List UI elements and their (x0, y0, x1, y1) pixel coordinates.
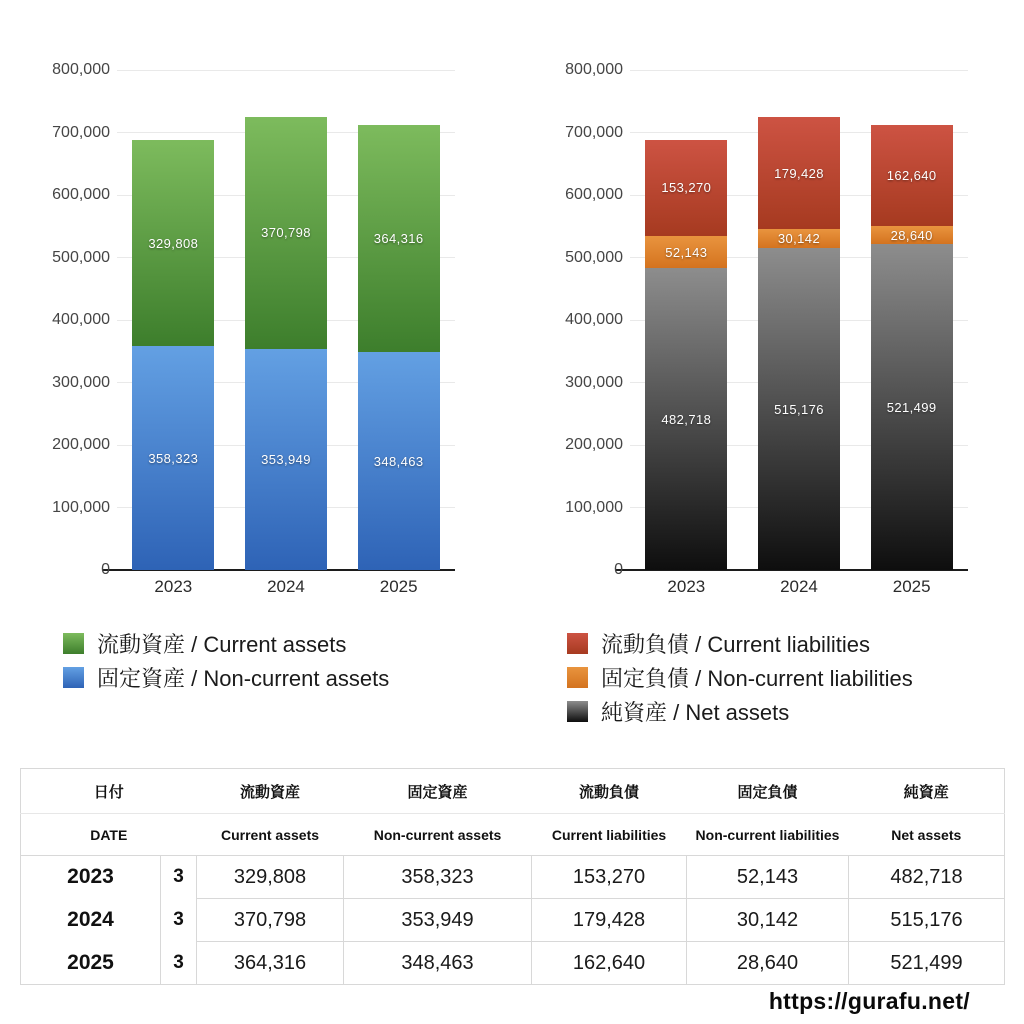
bar-segment (132, 346, 214, 570)
table-header (21, 769, 1005, 856)
chart-legend (63, 628, 389, 696)
header-cell-jp: 固定負債 (687, 769, 849, 814)
header-cell-jp: 固定資産 (344, 769, 532, 814)
legend-item (567, 662, 913, 693)
cell-value: 521,499 (849, 942, 1005, 985)
cell-year: 2024 (67, 908, 114, 931)
liabilities-net-assets-stacked-bar-chart (533, 60, 1023, 740)
cell-value: 515,176 (849, 899, 1005, 942)
bar-value-label: 30,142 (777, 231, 821, 247)
bar-value-label: 162,640 (886, 167, 937, 183)
cell-value: 348,463 (344, 942, 532, 985)
y-axis-tick-label: 400,000 (565, 311, 623, 328)
header-cell-jp: 流動負債 (532, 769, 687, 814)
y-axis-tick-label: 500,000 (52, 248, 110, 266)
y-axis-tick-label: 0 (101, 561, 110, 578)
assets-stacked-bar-chart (20, 60, 510, 740)
table-row (21, 856, 1005, 899)
x-axis-category-label: 2024 (780, 577, 818, 596)
header-cell-en: Net assets (849, 814, 1005, 856)
legend-swatch-icon (567, 667, 588, 688)
x-axis-category-label: 2023 (154, 577, 193, 596)
y-axis-tick-label: 600,000 (565, 186, 623, 203)
header-cell-date-jp: 日付 (21, 769, 197, 814)
bar-value-label: 52,143 (665, 244, 708, 260)
cell-value: 329,808 (197, 856, 344, 899)
cell-value: 482,718 (849, 856, 1005, 899)
bar-value-label: 364,316 (373, 230, 424, 246)
bar-segment (645, 236, 727, 269)
legend-swatch-icon (567, 633, 588, 654)
bar-value-label: 370,798 (261, 225, 311, 241)
header-cell-jp: 流動資産 (197, 769, 344, 814)
legend-label: 流動資産 / Current assets (97, 632, 347, 657)
header-cell-jp: 純資産 (849, 769, 1005, 814)
bar-value-label: 28,640 (890, 227, 933, 243)
header-cell-en: Current liabilities (532, 814, 687, 856)
x-axis-category-label: 2023 (667, 577, 706, 596)
y-axis-tick-label: 300,000 (52, 373, 110, 391)
bar-segment (358, 352, 440, 570)
chart-legend (567, 628, 913, 730)
table-row (21, 942, 1005, 985)
bar-value-label: 358,323 (148, 450, 199, 466)
cell-month: 3 (161, 899, 197, 942)
bar-segment (871, 244, 953, 570)
bar-segment (132, 140, 214, 346)
y-axis-tick-label: 200,000 (565, 436, 623, 453)
gridline (630, 70, 968, 71)
legend-item (63, 662, 389, 693)
cell-value: 28,640 (687, 942, 849, 985)
header-cell-date-en: DATE (21, 814, 197, 856)
bar-segment (245, 349, 327, 570)
y-axis-tick-label: 400,000 (52, 311, 110, 328)
bar-value-label: 353,949 (261, 451, 311, 467)
x-axis-category-label: 2024 (267, 577, 305, 596)
plot-area (630, 70, 968, 596)
x-axis-category-label: 2025 (379, 577, 418, 596)
header-cell-en: Non-current liabilities (687, 814, 849, 856)
bar-segment (645, 140, 727, 236)
y-axis-tick-label: 200,000 (52, 436, 110, 453)
cell-value: 153,270 (532, 856, 687, 899)
cell-value: 353,949 (344, 899, 532, 942)
y-axis-tick-label: 800,000 (52, 61, 110, 78)
cell-value: 364,316 (197, 942, 344, 985)
bar-segment (645, 268, 727, 570)
y-axis-tick-label: 100,000 (52, 498, 110, 516)
y-axis-tick-label: 500,000 (565, 248, 623, 266)
bar-segment (871, 125, 953, 227)
cell-value: 370,798 (197, 899, 344, 942)
bar-segment (758, 229, 840, 248)
y-axis-tick-label: 700,000 (565, 123, 623, 141)
header-cell-en: Current assets (197, 814, 344, 856)
bar-segment (358, 125, 440, 353)
gridline (117, 70, 455, 71)
y-axis-tick-label: 600,000 (52, 186, 110, 203)
bar-value-label: 179,428 (774, 165, 824, 181)
legend-swatch-icon (63, 633, 84, 654)
legend-label: 固定資産 / Non-current assets (97, 666, 390, 691)
table-body (21, 856, 1005, 985)
table-header-row-en (21, 814, 1005, 856)
cell-value: 30,142 (687, 899, 849, 942)
table-header-row-jp (21, 769, 1005, 814)
bar-value-label: 153,270 (661, 180, 712, 196)
site-url-watermark: https://gurafu.net/ (768, 988, 970, 1014)
y-axis-tick-label: 800,000 (565, 61, 623, 78)
cell-value: 52,143 (687, 856, 849, 899)
bar-segment (245, 117, 327, 349)
bar-value-label: 482,718 (661, 411, 712, 427)
bar-value-label: 521,499 (886, 399, 937, 415)
legend-swatch-icon (567, 701, 588, 722)
legend-label: 流動負債 / Current liabilities (601, 632, 870, 657)
cell-month: 3 (161, 942, 197, 985)
bar-value-label: 515,176 (774, 401, 824, 417)
legend-item (567, 628, 913, 659)
legend-label: 純資産 / Net assets (601, 700, 790, 725)
y-axis-tick-label: 700,000 (52, 123, 110, 141)
y-axis-tick-label: 0 (614, 561, 623, 578)
cell-month: 3 (161, 856, 197, 899)
bar-segment (871, 226, 953, 244)
cell-value: 162,640 (532, 942, 687, 985)
y-axis-tick-label: 300,000 (565, 373, 623, 391)
bar-value-label: 348,463 (373, 453, 424, 469)
y-axis-tick-label: 100,000 (565, 498, 623, 516)
legend-label: 固定負債 / Non-current liabilities (601, 666, 913, 691)
cell-year: 2023 (67, 865, 114, 889)
x-axis-category-label: 2025 (892, 577, 931, 596)
legend-swatch-icon (63, 667, 84, 688)
cell-year: 2025 (67, 950, 114, 974)
bar-value-label: 329,808 (148, 235, 199, 251)
table-row (21, 899, 1005, 942)
plot-area (117, 70, 455, 596)
cell-value: 179,428 (532, 899, 687, 942)
legend-item (63, 628, 389, 659)
bar-segment (758, 248, 840, 570)
bar-segment (758, 117, 840, 229)
header-cell-en: Non-current assets (344, 814, 532, 856)
cell-value: 358,323 (344, 856, 532, 899)
financial-data-table (20, 768, 1005, 985)
legend-item (567, 696, 913, 727)
